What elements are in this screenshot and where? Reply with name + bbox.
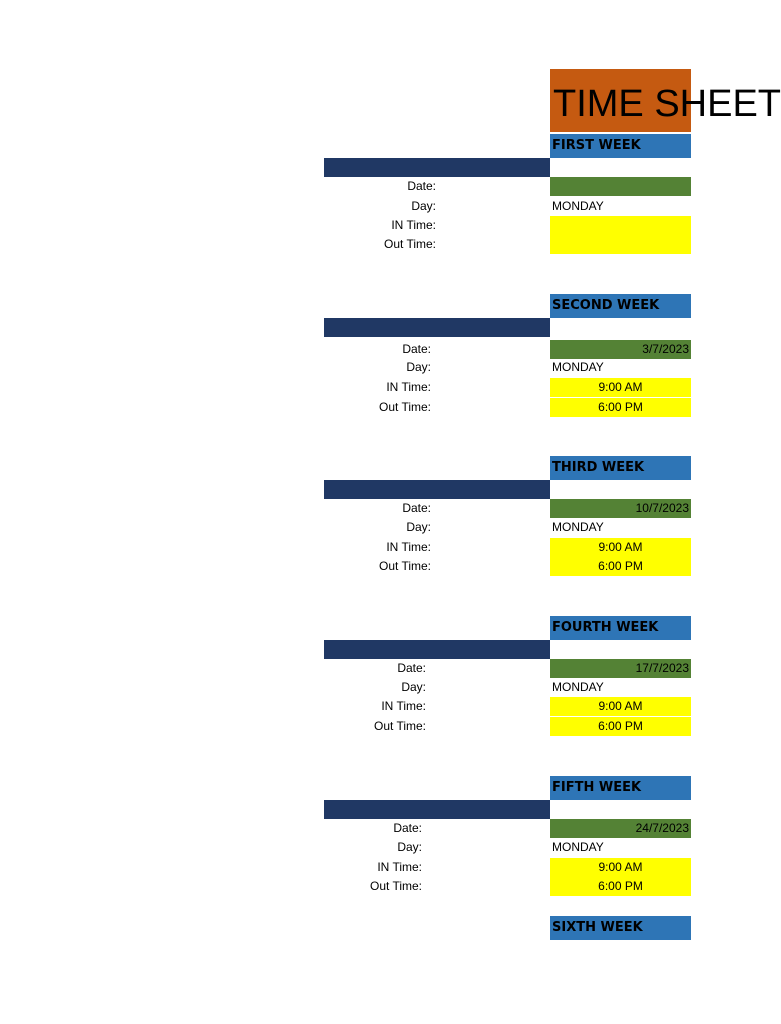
date-cell-1[interactable] bbox=[550, 177, 691, 196]
out-time-cell-1[interactable] bbox=[550, 235, 691, 254]
day-cell-3[interactable]: MONDAY bbox=[552, 520, 604, 534]
date-cell-2[interactable]: 3/7/2023 bbox=[550, 340, 691, 359]
day-cell-1[interactable]: MONDAY bbox=[552, 199, 604, 213]
week-divider-bar-3 bbox=[324, 480, 550, 499]
week-header-2: SECOND WEEK bbox=[550, 294, 691, 318]
week-divider-bar-1 bbox=[324, 158, 550, 177]
in-time-cell-2[interactable]: 9:00 AM bbox=[550, 378, 691, 397]
out-time-label: Out Time: bbox=[378, 559, 431, 573]
in-time-cell-1[interactable] bbox=[550, 216, 691, 235]
week-header-1: FIRST WEEK bbox=[550, 134, 691, 158]
out-time-cell-2[interactable]: 6:00 PM bbox=[550, 398, 691, 417]
date-cell-5[interactable]: 24/7/2023 bbox=[550, 819, 691, 838]
in-time-label: IN Time: bbox=[386, 540, 431, 554]
date-cell-3[interactable]: 10/7/2023 bbox=[550, 499, 691, 518]
out-time-label: Out Time: bbox=[369, 879, 422, 893]
day-label: Day: bbox=[411, 199, 436, 213]
in-time-label: IN Time: bbox=[386, 380, 431, 394]
day-label: Day: bbox=[406, 360, 431, 374]
week-header-4: FOURTH WEEK bbox=[550, 616, 691, 640]
week-header-5: FIFTH WEEK bbox=[550, 776, 691, 800]
day-label: Day: bbox=[397, 840, 422, 854]
in-time-cell-5[interactable]: 9:00 AM bbox=[550, 858, 691, 877]
sheet-title: TIME SHEET bbox=[553, 83, 781, 125]
in-time-cell-4[interactable]: 9:00 AM bbox=[550, 697, 691, 716]
week-divider-bar-4 bbox=[324, 640, 550, 659]
out-time-label: Out Time: bbox=[378, 400, 431, 414]
in-time-label: IN Time: bbox=[377, 860, 422, 874]
week-divider-bar-5 bbox=[324, 800, 550, 819]
date-label: Date: bbox=[397, 661, 426, 675]
day-cell-2[interactable]: MONDAY bbox=[552, 360, 604, 374]
out-time-label: Out Time: bbox=[373, 719, 426, 733]
week-header-6: SIXTH WEEK bbox=[550, 916, 691, 940]
date-label: Date: bbox=[402, 342, 431, 356]
in-time-label: IN Time: bbox=[391, 218, 436, 232]
date-label: Date: bbox=[393, 821, 422, 835]
date-label: Date: bbox=[402, 501, 431, 515]
day-label: Day: bbox=[401, 680, 426, 694]
date-cell-4[interactable]: 17/7/2023 bbox=[550, 659, 691, 678]
day-cell-4[interactable]: MONDAY bbox=[552, 680, 604, 694]
in-time-label: IN Time: bbox=[381, 699, 426, 713]
out-time-cell-4[interactable]: 6:00 PM bbox=[550, 717, 691, 736]
week-divider-bar-2 bbox=[324, 318, 550, 337]
out-time-cell-5[interactable]: 6:00 PM bbox=[550, 877, 691, 896]
date-label: Date: bbox=[407, 179, 436, 193]
week-header-3: THIRD WEEK bbox=[550, 456, 691, 480]
out-time-label: Out Time: bbox=[383, 237, 436, 251]
in-time-cell-3[interactable]: 9:00 AM bbox=[550, 538, 691, 557]
title-banner bbox=[550, 69, 781, 132]
out-time-cell-3[interactable]: 6:00 PM bbox=[550, 557, 691, 576]
day-label: Day: bbox=[406, 520, 431, 534]
day-cell-5[interactable]: MONDAY bbox=[552, 840, 604, 854]
